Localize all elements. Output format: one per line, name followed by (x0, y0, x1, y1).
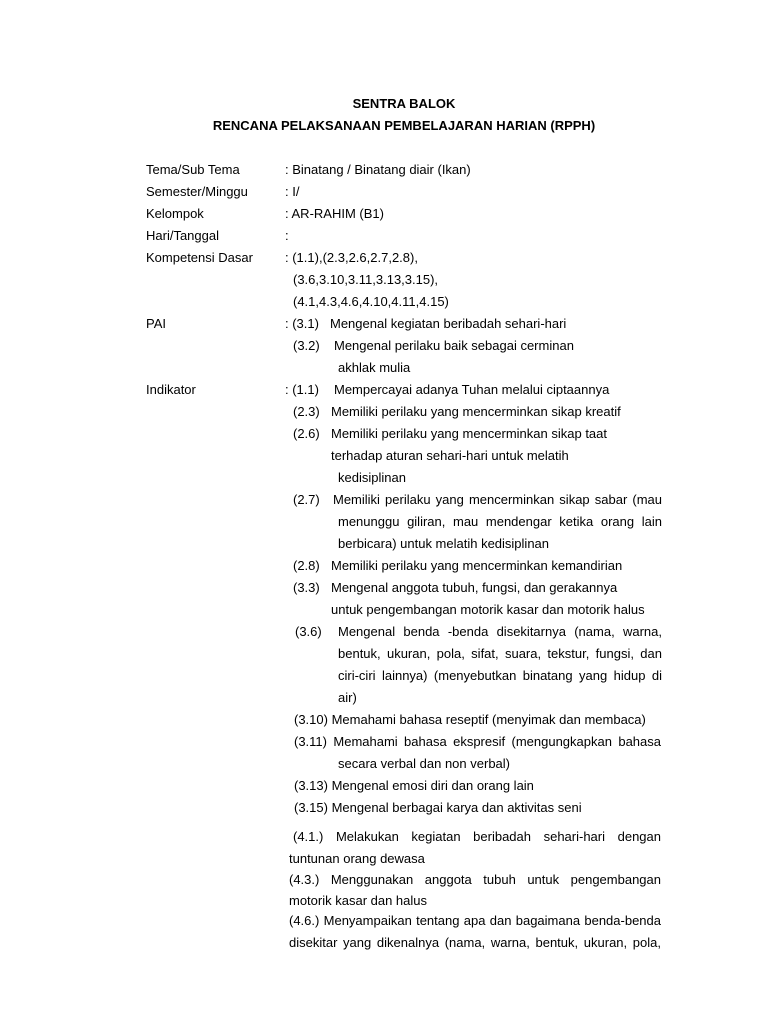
pai-text-3-2: Mengenal perilaku baik sebagai cerminan (334, 338, 574, 353)
label-pai: PAI (146, 316, 166, 331)
ind-4-1: (4.1.) Melakukan kegiatan beribadah sehari-hari dengan (293, 829, 661, 844)
ind-text-3-3: Mengenal anggota tubuh, fungsi, dan gerakannya (331, 580, 618, 595)
ind-text-1-1: Mempercayai adanya Tuhan melalui ciptaannya (334, 382, 610, 397)
label-tema: Tema/Sub Tema (146, 162, 240, 177)
pai-code-3-2: (3.2) (293, 338, 320, 353)
ind-text-2-6-cont2: kedisiplinan (338, 470, 406, 485)
ind-code-1-1: : (1.1) (285, 382, 319, 397)
value-hari: : (285, 228, 289, 243)
ind-4-3: (4.3.) Menggunakan anggota tubuh untuk pengembangan (289, 872, 661, 887)
label-indikator: Indikator (146, 382, 196, 397)
ind-code-2-7: (2.7) (293, 492, 320, 507)
label-hari: Hari/Tanggal (146, 228, 219, 243)
ind-3-11: (3.11) Memahami bahasa ekspresif (mengungkapkan bahasa (294, 734, 661, 749)
ind-text-3-6: Mengenal benda -benda disekitarnya (nama, warna, (338, 624, 662, 639)
ind-4-6-cont: disekitar yang dikenalnya (nama, warna, bentuk, ukuran, pola, (289, 935, 661, 950)
label-kd: Kompetensi Dasar (146, 250, 253, 265)
ind-3-11-cont: secara verbal dan non verbal) (338, 756, 510, 771)
ind-text-3-6-cont3: air) (338, 690, 357, 705)
ind-3-13: (3.13) Mengenal emosi diri dan orang lain (294, 778, 534, 793)
ind-text-2-3: Memiliki perilaku yang mencerminkan sikap kreatif (331, 404, 621, 419)
label-semester: Semester/Minggu (146, 184, 248, 199)
page-title: SENTRA BALOK (352, 96, 456, 111)
ind-text-2-7: Memiliki perilaku yang mencerminkan sikap sabar (mau (333, 492, 662, 507)
ind-code-2-3: (2.3) (293, 404, 320, 419)
pai-text-3-1: Mengenal kegiatan beribadah sehari-hari (330, 316, 567, 331)
ind-text-2-7-cont2: berbicara) untuk melatih kedisiplinan (338, 536, 550, 551)
value-kd-2: (3.6,3.10,3.11,3.13,3.15), (293, 272, 439, 287)
ind-text-3-3-cont: untuk pengembangan motorik kasar dan motorik halus (331, 602, 645, 617)
ind-text-3-6-cont2: ciri-ciri lainnya) (menyebutkan binatang yang hidup di (338, 668, 662, 683)
ind-3-15: (3.15) Mengenal berbagai karya dan aktivitas seni (294, 800, 582, 815)
ind-4-1-cont: tuntunan orang dewasa (289, 851, 425, 866)
pai-text-3-2-cont: akhlak mulia (338, 360, 411, 375)
ind-text-2-8: Memiliki perilaku yang mencerminkan kemandirian (331, 558, 623, 573)
value-kd-1: : (1.1),(2.3,2.6,2.7,2.8), (285, 250, 418, 265)
page-subtitle: RENCANA PELAKSANAAN PEMBELAJARAN HARIAN (RPPH) (212, 118, 596, 133)
value-kelompok: : AR-RAHIM (B1) (285, 206, 384, 221)
ind-text-3-6-cont1: bentuk, ukuran, pola, sifat, suara, tekstur, fungsi, dan (338, 646, 662, 661)
ind-3-10: (3.10) Memahami bahasa reseptif (menyimak dan membaca) (294, 712, 646, 727)
ind-text-2-6-cont1: terhadap aturan sehari-hari untuk melatih (331, 448, 569, 463)
ind-code-3-6: (3.6) (295, 624, 322, 639)
value-kd-3: (4.1,4.3,4.6,4.10,4.11,4.15) (293, 294, 449, 309)
ind-code-2-8: (2.8) (293, 558, 320, 573)
ind-4-3-cont: motorik kasar dan halus (289, 893, 428, 908)
value-tema: : Binatang / Binatang diair (Ikan) (285, 162, 471, 177)
label-kelompok: Kelompok (146, 206, 204, 221)
ind-text-2-6: Memiliki perilaku yang mencerminkan sikap taat (331, 426, 608, 441)
ind-text-2-7-cont1: menunggu giliran, mau mendengar ketika orang lain (338, 514, 662, 529)
ind-code-2-6: (2.6) (293, 426, 320, 441)
pai-code-3-1: : (3.1) (285, 316, 319, 331)
value-semester: : I/ (285, 184, 300, 199)
ind-4-6: (4.6.) Menyampaikan tentang apa dan bagaimana benda-benda (289, 913, 661, 928)
ind-code-3-3: (3.3) (293, 580, 320, 595)
